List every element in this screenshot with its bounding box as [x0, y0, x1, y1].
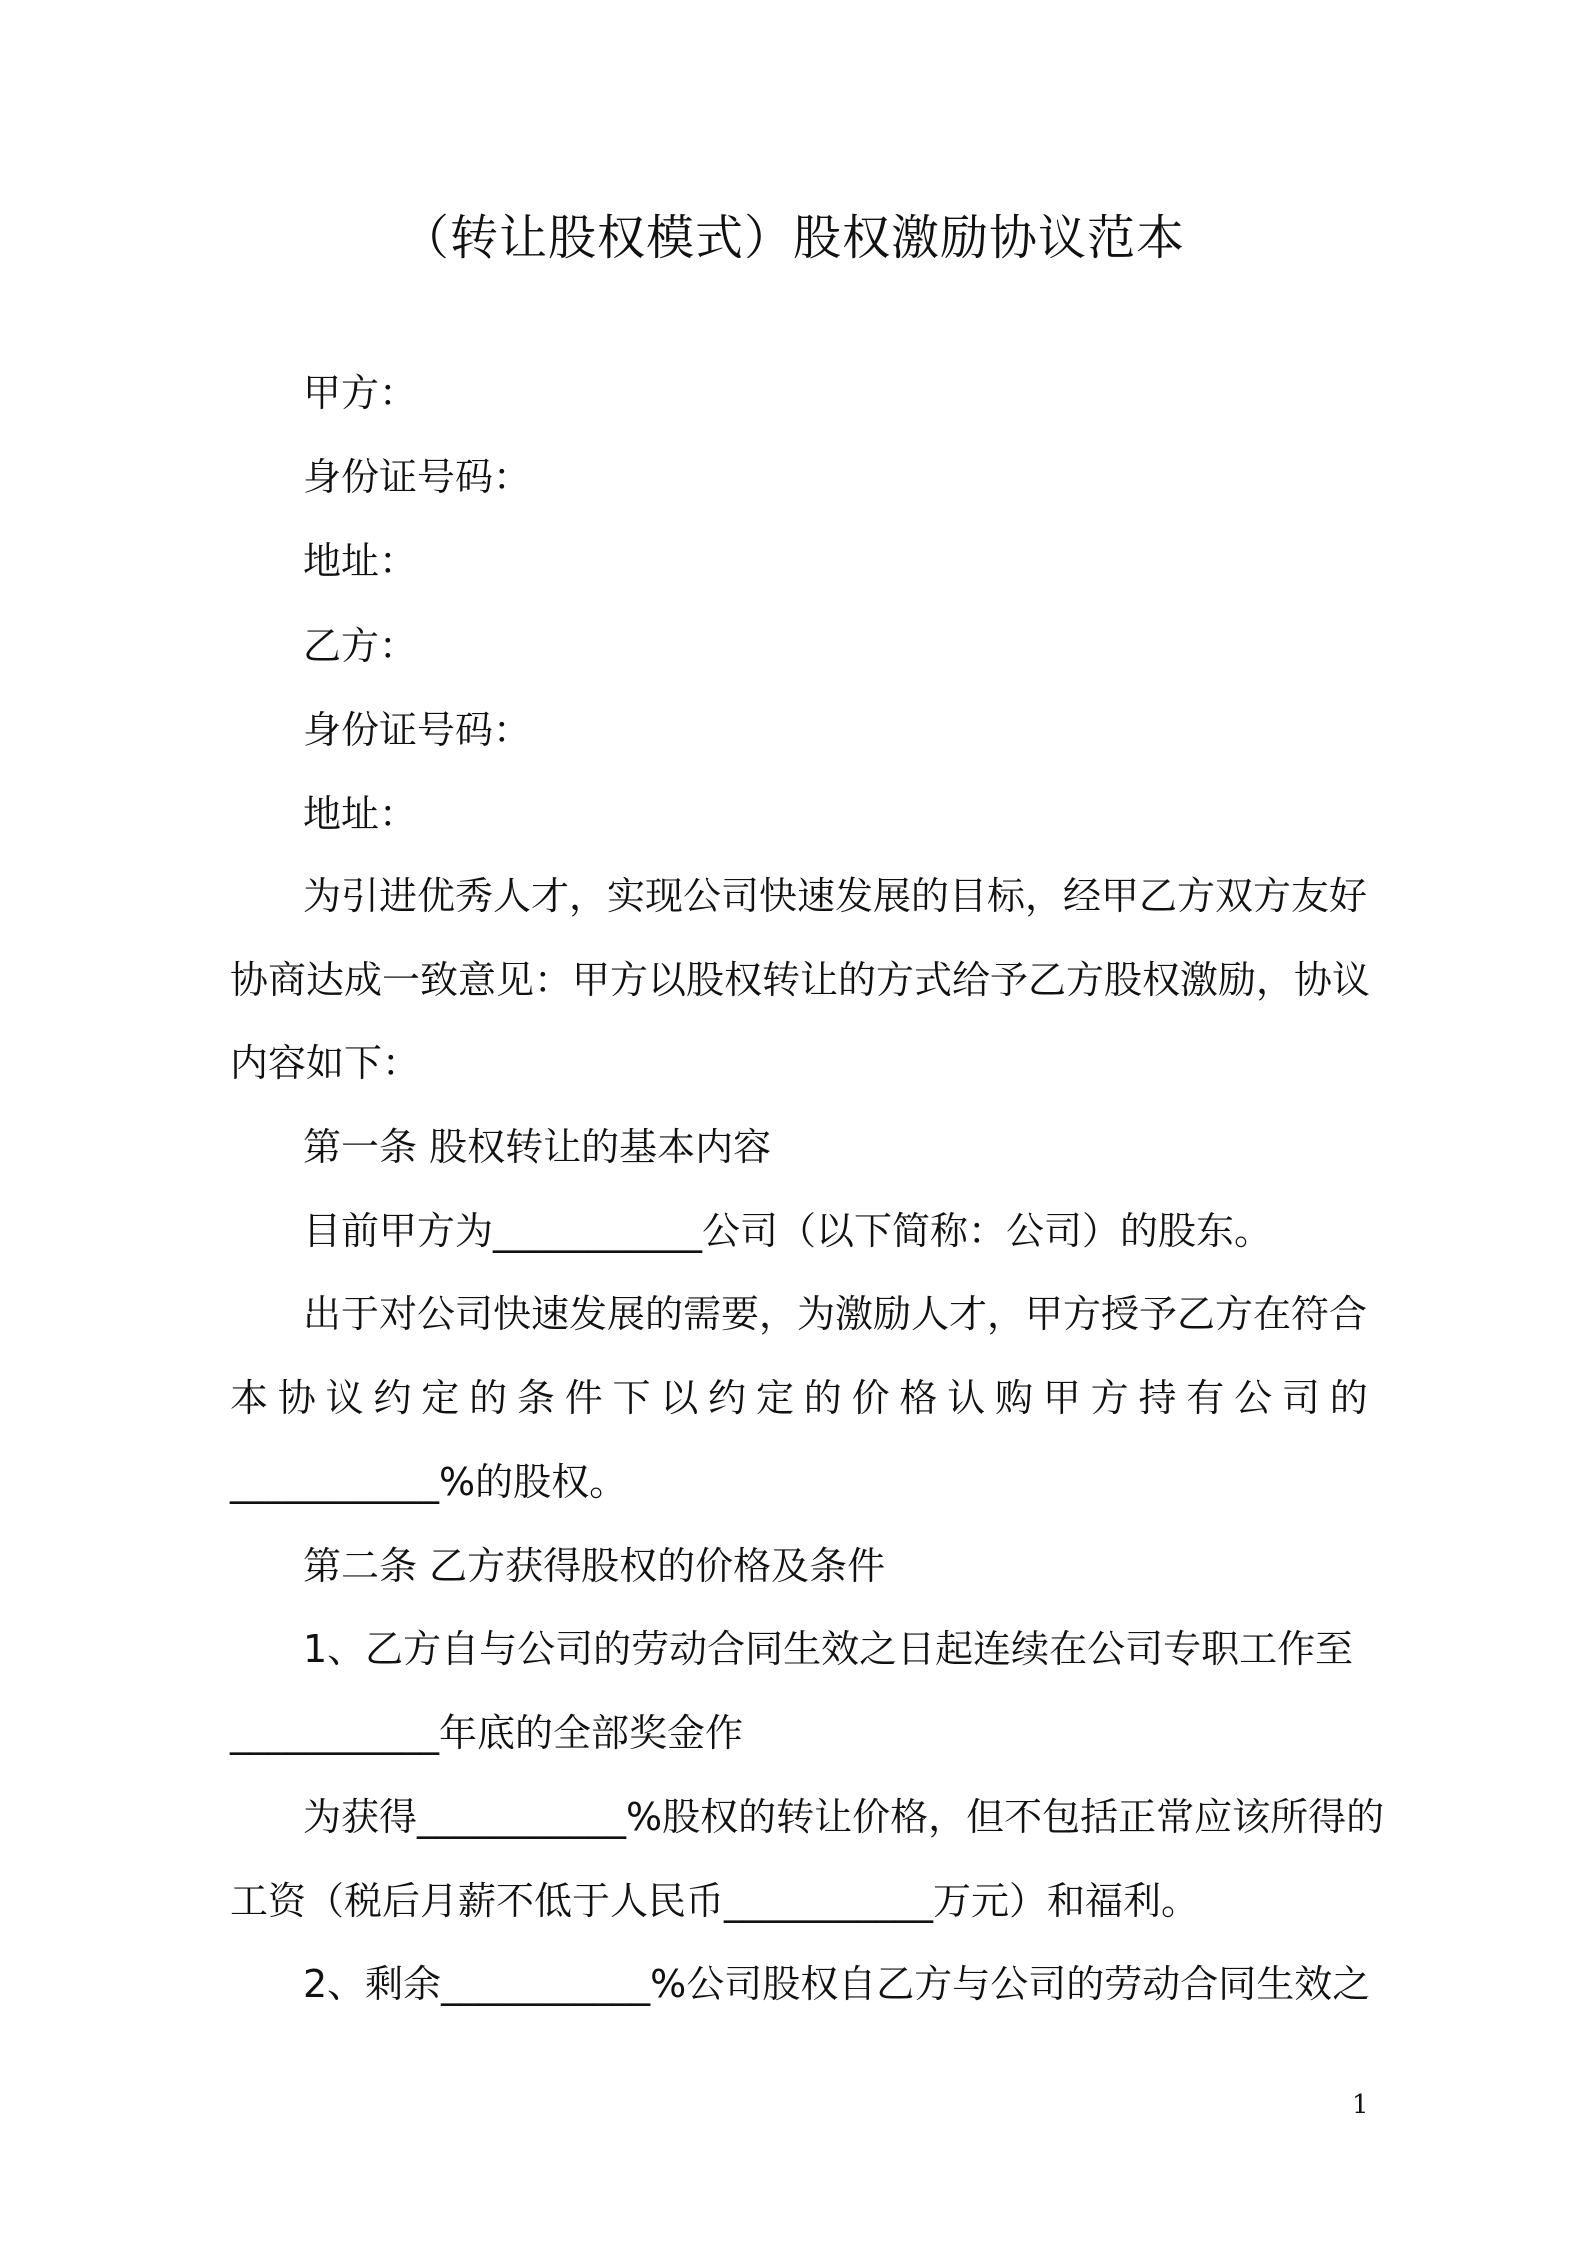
justified-char: 定 — [755, 1376, 794, 1420]
party-a-address-label: 地址： — [303, 539, 418, 583]
justified-char: 甲 — [1042, 1376, 1081, 1420]
justified-char: 购 — [995, 1376, 1034, 1420]
document-title: （转让股权模式）股权激励协议范本 — [400, 210, 1185, 266]
justified-char: 的 — [469, 1376, 508, 1420]
justified-char: 方 — [1090, 1376, 1129, 1420]
party-a-id-label: 身份证号码： — [303, 455, 532, 499]
justified-char: 约 — [373, 1376, 412, 1420]
party-a-label: 甲方： — [303, 371, 418, 415]
intro-line: 为引进优秀人才，实现公司快速发展的目标，经甲乙方双方友好 — [303, 874, 1368, 918]
justified-char: 的 — [1329, 1376, 1368, 1420]
clause1-continuation-line: 工资（税后月薪不低于人民币___________万元）和福利。 — [230, 1879, 1200, 1923]
article1-heading: 第一条 股权转让的基本内容 — [303, 1125, 772, 1169]
party-b-address-label: 地址： — [303, 792, 418, 836]
justified-char: 认 — [947, 1376, 986, 1420]
justified-char: 件 — [564, 1376, 603, 1420]
page-number: 1 — [1352, 2090, 1369, 2120]
article1-paragraph: 目前甲方为___________公司（以下简称：公司）的股东。 — [303, 1209, 1273, 1253]
justified-char: 条 — [516, 1376, 555, 1420]
justified-char: 的 — [803, 1376, 842, 1420]
intro-line: 协商达成一致意见：甲方以股权转让的方式给予乙方股权激励，协议 — [230, 958, 1371, 1002]
justified-char: 本 — [230, 1376, 269, 1420]
justified-char: 有 — [1186, 1376, 1225, 1420]
party-b-label: 乙方： — [303, 624, 418, 668]
clause1-line: ___________年底的全部奖金作 — [230, 1711, 744, 1755]
article1-paragraph-line: ___________%的股权。 — [230, 1460, 628, 1504]
justified-char: 司 — [1281, 1376, 1320, 1420]
article1-paragraph-line-justified — [230, 1373, 1368, 1423]
intro-line: 内容如下： — [230, 1041, 421, 1085]
justified-char: 以 — [660, 1376, 699, 1420]
clause1-line: 1、乙方自与公司的劳动合同生效之日起连续在公司专职工作至 — [303, 1627, 1354, 1671]
justified-char: 协 — [277, 1376, 316, 1420]
article1-paragraph-line: 出于对公司快速发展的需要，为激励人才，甲方授予乙方在符合 — [303, 1292, 1368, 1336]
justified-char: 议 — [325, 1376, 364, 1420]
justified-char: 持 — [1138, 1376, 1177, 1420]
justified-char: 公 — [1234, 1376, 1273, 1420]
party-b-id-label: 身份证号码： — [303, 708, 532, 752]
justified-char: 价 — [851, 1376, 890, 1420]
justified-char: 格 — [899, 1376, 938, 1420]
justified-char: 约 — [708, 1376, 747, 1420]
justified-char: 定 — [421, 1376, 460, 1420]
clause1-continuation-line: 为获得___________%股权的转让价格，但不包括正常应该所得的 — [303, 1795, 1385, 1839]
article2-heading: 第二条 乙方获得股权的价格及条件 — [303, 1544, 886, 1588]
clause2-line: 2、剩余___________%公司股权自乙方与公司的劳动合同生效之 — [303, 1962, 1371, 2006]
justified-char: 下 — [612, 1376, 651, 1420]
